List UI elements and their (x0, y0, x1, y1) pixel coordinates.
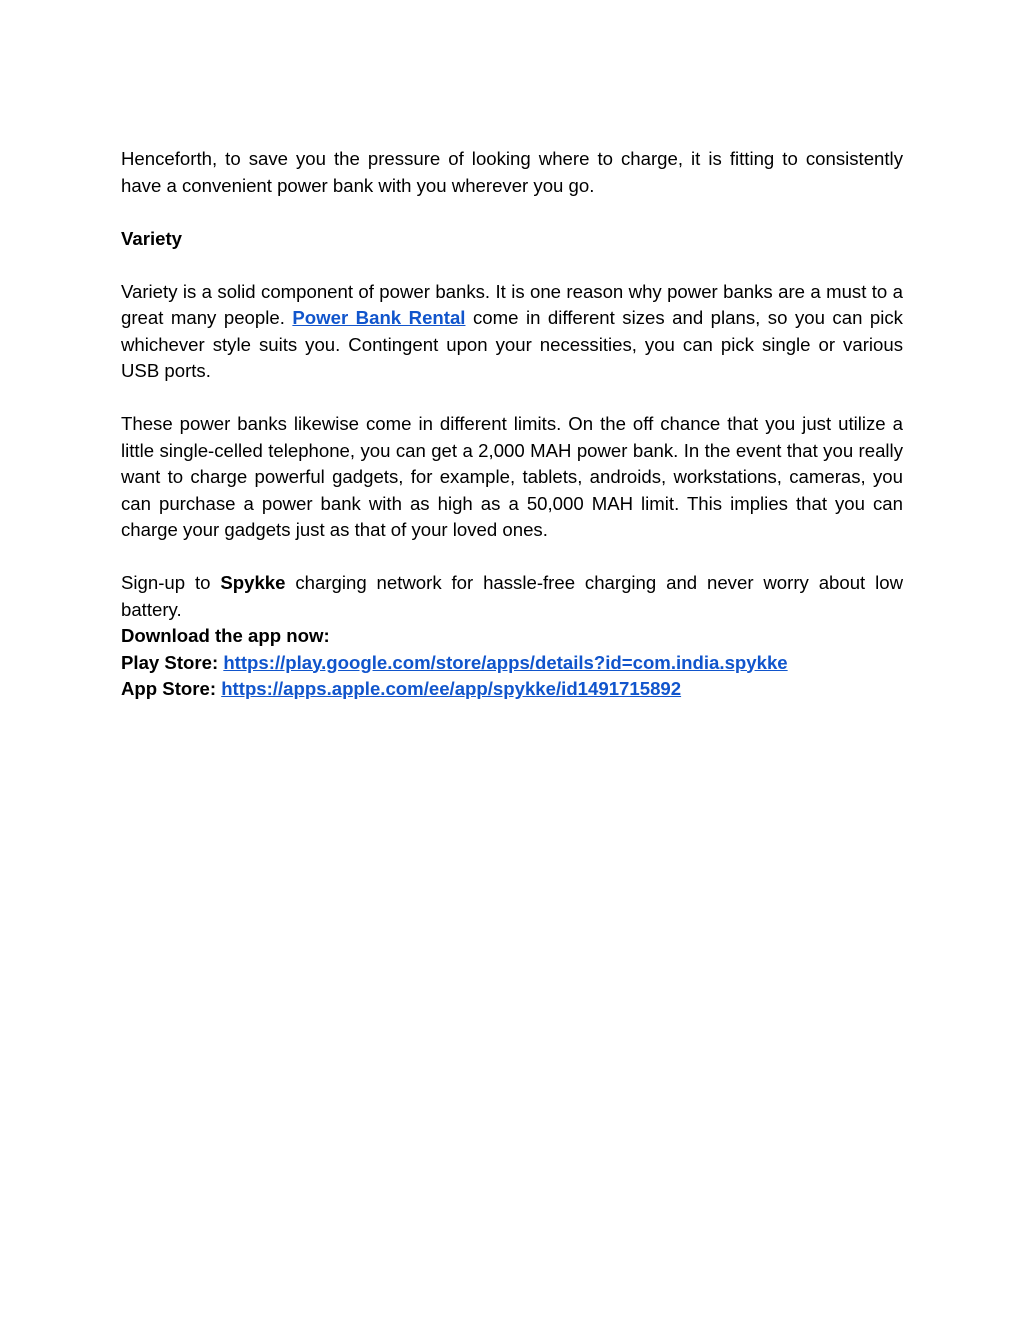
variety-paragraph (121, 279, 903, 385)
variety-text-end: come in different sizes and plans, so you can pick whichever style suits you. Contingent upon your necessities, you can pick single or various USB ports. (121, 307, 903, 381)
limits-paragraph: These power banks likewise come in different limits. On the off chance that you just utilize a little single-celled telephone, you can get a 2,000 MAH power bank. In the event that you really want to charge powerful gadgets, for example, tablets, androids, workstations, cameras, you can purchase a power bank with as high as a 50,000 MAH limit. This implies that you can charge your gadgets just as that of your loved ones. (121, 413, 903, 540)
play-store-label: Play Store: (121, 651, 219, 673)
signup-text-end: charging network for hassle-free charging and never worry about low battery. (121, 572, 903, 620)
intro-paragraph: Henceforth, to save you the pressure of looking where to charge, it is fitting to consistently have a convenient power bank with you wherever you go. (121, 148, 903, 196)
signup-paragraph (121, 570, 903, 623)
signup-text-start: Sign-up to (121, 572, 221, 593)
app-store-link[interactable]: https://apps.apple.com/ee/app/spykke/id1491715892 (221, 678, 682, 699)
spacer (121, 544, 903, 571)
app-store-label: App Store: (121, 678, 217, 699)
spacer (121, 199, 903, 226)
document-page (121, 146, 903, 703)
play-store-line (121, 650, 903, 677)
variety-text-start: Variety is a solid component of power banks. It is one reason why power banks are a must to a great many people. (121, 280, 903, 328)
power-bank-rental-link[interactable]: Power Bank Rental (292, 307, 466, 328)
play-store-link[interactable]: https://play.google.com/store/apps/details?id=com.india.spykke (223, 651, 788, 673)
variety-heading: Variety (121, 227, 182, 249)
app-store-line (121, 676, 903, 703)
brand-name: Spykke (220, 572, 286, 593)
spacer (121, 252, 903, 279)
spacer (121, 385, 903, 412)
download-heading: Download the app now: (121, 625, 330, 646)
